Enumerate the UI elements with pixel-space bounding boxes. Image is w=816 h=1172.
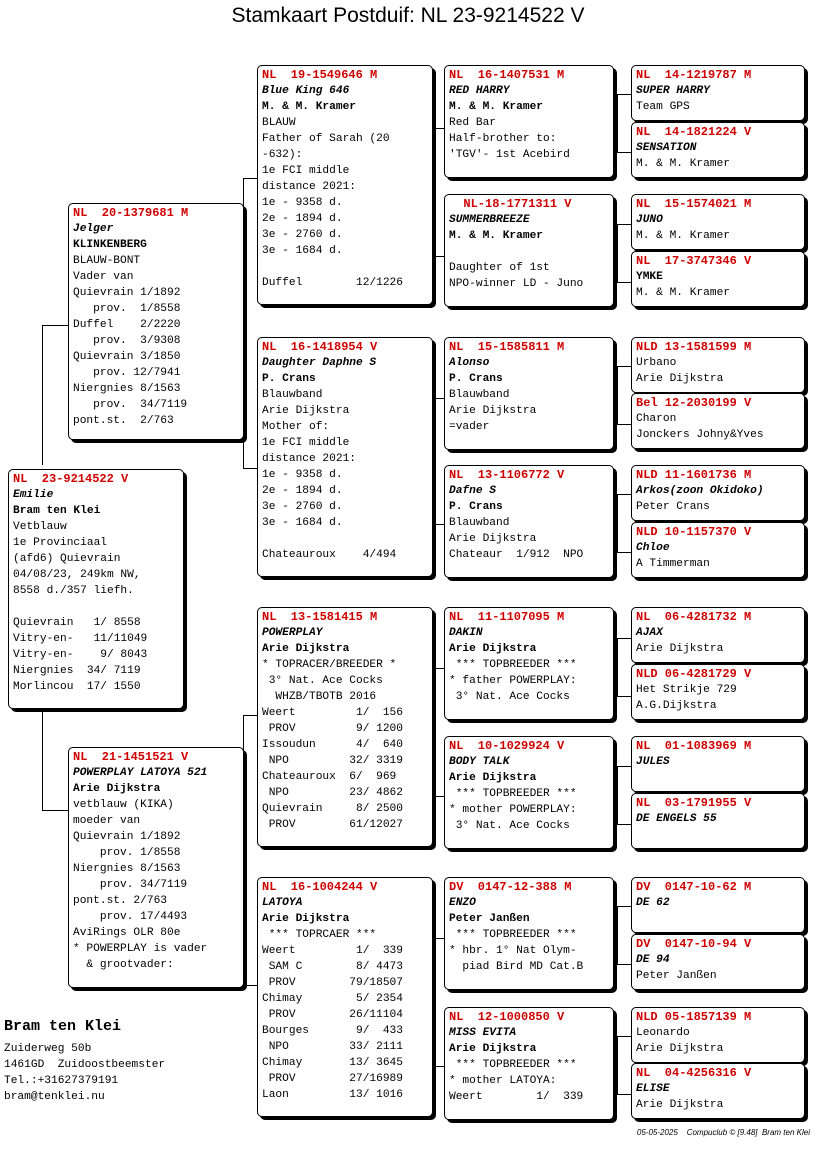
info-line: Arie Dijkstra [449,533,537,545]
breeder-name: Arie Dijkstra [449,643,537,655]
pedigree-card-gen4-13[interactable] [631,877,805,933]
pigeon-name: Blue King 646 [262,85,350,97]
info-line: *** TOPBREEDER *** [449,659,577,671]
info-line: Weert 1/ 339 [449,1091,584,1103]
pigeon-name: JUNO [636,214,663,226]
info-line: * father POWERPLAY: [449,675,577,687]
pigeon-name: SUPER HARRY [636,85,710,97]
info-line: 3e - 1684 d. [262,245,343,257]
pedigree-card-gen4-1[interactable] [631,65,805,121]
info-line: pont.st. 2/763 [73,895,167,907]
ring-number: NL 17-3747346 V [636,254,752,268]
info-line: PROV 79/18507 [262,977,403,989]
connector-line [617,224,618,282]
info-line: Issoudun 4/ 640 [262,739,403,751]
info-line: 1e - 9358 d. [262,469,343,481]
info-line: 1e FCI middle [262,165,350,177]
info-line [13,599,179,615]
connector-line [617,94,618,152]
info-line: Daughter of 1st [449,262,550,274]
info-line: prov. 3/9308 [73,335,181,347]
ring-number: NL-18-1771311 V [449,197,572,211]
connector-line [617,494,618,552]
pigeon-name: ENZO [449,897,476,909]
pedigree-card-ff-mother[interactable] [444,194,614,307]
pedigree-card-gen4-15[interactable] [631,1007,805,1063]
info-line: Weert 1/ 156 [262,707,403,719]
pedigree-card-gen4-3[interactable] [631,194,805,250]
info-line [262,259,428,275]
info-line: 04/08/23, 249km NW, [13,569,141,581]
pigeon-name: Chloe [636,542,670,554]
info-line: Niergnies 8/1563 [73,863,181,875]
info-line: BLAUW [262,117,296,129]
info-line: SAM C 8/ 4473 [262,961,403,973]
pedigree-card-gen4-14[interactable] [631,934,805,990]
info-line: vetblauw (KIKA) [73,799,174,811]
info-line: Morlincou 17/ 1550 [13,681,141,693]
pedigree-card-gen4-9[interactable] [631,607,805,663]
pigeon-name: ELISE [636,1083,670,1095]
pigeon-name: POWERPLAY LATOYA 521 [73,767,208,779]
info-line: Niergnies 8/1563 [73,383,181,395]
info-line: Arie Dijkstra [636,373,724,385]
info-line: * mother POWERPLAY: [449,804,577,816]
info-line: *** TOPBREEDER *** [449,929,577,941]
info-line: PROV 61/12027 [262,819,403,831]
pedigree-card-gen4-11[interactable] [631,736,805,792]
breeder-name: M. & M. Kramer [262,101,356,113]
ring-number: NL 16-1407531 M [449,68,565,82]
info-line: Niergnies 34/ 7119 [13,665,141,677]
info-line: Jonckers Johny&Yves [636,429,764,441]
ring-number: NL 14-1821224 V [636,125,752,139]
pedigree-card-gen4-6[interactable] [631,393,805,449]
info-line: Arie Dijkstra [262,405,350,417]
connector-line [42,325,43,465]
ring-number: NLD 11-1601736 M [636,468,752,482]
pedigree-card-father-father[interactable] [257,65,433,305]
pigeon-name: AJAX [636,627,663,639]
pigeon-name: Arkos(zoon Okidoko) [636,485,764,497]
info-line: distance 2021: [262,181,356,193]
ring-number: NL 16-1004244 V [262,880,378,894]
pigeon-name: LATOYA [262,897,303,909]
info-line: BLAUW-BONT [73,255,141,267]
info-line: Chimay 13/ 3645 [262,1057,403,1069]
info-line: Blauwband [449,517,510,529]
info-line: NPO 23/ 4862 [262,787,403,799]
pigeon-name: DAKIN [449,627,483,639]
info-line: 3° Nat. Ace Cocks [449,691,570,703]
pedigree-card-fm-father[interactable] [444,337,614,450]
info-line: *** TOPBREEDER *** [449,788,577,800]
breeder-name: Bram ten Klei [13,505,101,517]
info-line: 2e - 1894 d. [262,485,343,497]
info-line: Chateauroux 6/ 969 [262,771,397,783]
ring-number: NL 13-1106772 V [449,468,565,482]
info-line: Quievrain 1/1892 [73,831,181,843]
pedigree-card-father-mother[interactable] [257,337,433,577]
owner-phone: Tel.:+31627379191 [4,1075,119,1087]
pigeon-name: Emilie [13,489,54,501]
ring-number: NL 13-1581415 M [262,610,378,624]
ring-number: NL 21-1451521 V [73,750,189,764]
info-line: pont.st. 2/763 [73,415,174,427]
ring-number: NL 11-1107095 M [449,610,565,624]
pigeon-name: DE 94 [636,954,670,966]
info-line: & grootvader: [73,959,174,971]
info-line: Quievrain 1/ 8558 [13,617,141,629]
owner-email[interactable]: bram@tenklei.nu [4,1091,105,1103]
info-line: distance 2021: [262,453,356,465]
pigeon-name: SUMMERBREEZE [449,214,530,226]
info-line [449,244,609,260]
info-line: * hbr. 1° Nat Olym- [449,945,577,957]
ring-number: DV 0147-10-62 M [636,880,752,894]
owner-address-line: Zuiderweg 50b [4,1043,92,1055]
connector-line [617,638,618,696]
pedigree-card-subject[interactable] [8,469,184,709]
connector-line [42,710,43,810]
breeder-name: M. & M. Kramer [449,230,543,242]
info-line: Chateaur 1/912 NPO [449,549,584,561]
info-line: Quievrain 8/ 2500 [262,803,403,815]
info-line: prov. 34/7119 [73,399,188,411]
owner-block [4,1016,165,1105]
breeder-name: Arie Dijkstra [262,913,350,925]
info-line: Charon [636,413,677,425]
info-line: PROV 9/ 1200 [262,723,403,735]
ring-number: NL 15-1574021 M [636,197,752,211]
info-line: *** TOPBREEDER *** [449,1059,577,1071]
info-line: * mother LATOYA: [449,1075,557,1087]
pigeon-name: JULES [636,756,670,768]
pedigree-card-gen4-5[interactable] [631,337,805,393]
pedigree-card-ff-father[interactable] [444,65,614,178]
ring-number: NL 14-1219787 M [636,68,752,82]
pigeon-name: DE 62 [636,897,670,909]
info-line: M. & M. Kramer [636,230,730,242]
info-line: A Timmerman [636,558,710,570]
ring-number: NL 15-1585811 M [449,340,565,354]
ring-number: NL 19-1549646 M [262,68,378,82]
info-line: Half-brother to: [449,133,557,145]
ring-number: NL 20-1379681 M [73,206,189,220]
pedigree-card-fm-mother[interactable] [444,465,614,578]
breeder-name: Arie Dijkstra [262,643,350,655]
ring-number: DV 0147-10-94 V [636,937,752,951]
info-line: moeder van [73,815,141,827]
page-title: Stamkaart Postduif: NL 23-9214522 V [231,4,585,27]
ring-number: NL 23-9214522 V [13,472,129,486]
info-line: Vitry-en- 9/ 8043 [13,649,148,661]
breeder-name: Arie Dijkstra [73,783,161,795]
pedigree-card-mm-father[interactable] [444,877,614,990]
info-line: prov. 1/8558 [73,847,181,859]
ring-number: NLD 10-1157370 V [636,525,752,539]
info-line: * TOPRACER/BREEDER * [262,659,397,671]
breeder-name: Arie Dijkstra [449,772,537,784]
info-line: Arie Dijkstra [449,405,537,417]
info-line: 3e - 1684 d. [262,517,343,529]
info-line: Arie Dijkstra [636,643,724,655]
ring-number: NL 12-1000850 V [449,1010,565,1024]
pedigree-card-mf-father[interactable] [444,607,614,720]
info-line: M. & M. Kramer [636,158,730,170]
info-line: Arie Dijkstra [636,1099,724,1111]
pigeon-name: DE ENGELS 55 [636,813,717,825]
pedigree-card-gen4-4[interactable] [631,251,805,307]
ring-number: DV 0147-12-388 M [449,880,572,894]
breeder-name: P. Crans [262,373,316,385]
breeder-name: YMKE [636,271,663,283]
info-line: NPO 33/ 2111 [262,1041,403,1053]
ring-number: NL 10-1029924 V [449,739,565,753]
info-line: Laon 13/ 1016 [262,1089,403,1101]
info-line: M. & M. Kramer [636,287,730,299]
info-line: Weert 1/ 339 [262,945,403,957]
info-line: 1e Provinciaal [13,537,107,549]
info-line: 3e - 2760 d. [262,229,343,241]
info-line: 8558 d./357 liefh. [13,585,134,597]
info-line: Vader van [73,271,134,283]
pigeon-name: SENSATION [636,142,697,154]
info-line: 2e - 1894 d. [262,213,343,225]
info-line: Vitry-en- 11/11049 [13,633,148,645]
info-line: prov. 12/7941 [73,367,181,379]
pigeon-name: Jelger [73,223,114,235]
owner-address-line: 1461GD Zuidoostbeemster [4,1059,166,1071]
info-line: Peter Janßen [636,970,717,982]
info-line: Vetblauw [13,521,67,533]
info-line: piad Bird MD Cat.B [449,961,584,973]
ring-number: NLD 05-1857139 M [636,1010,752,1024]
breeder-name: KLINKENBERG [73,239,147,251]
info-line: Team GPS [636,101,690,113]
info-line: 3° Nat. Ace Cocks [262,675,383,687]
info-line: Blauwband [449,389,510,401]
pedigree-card-gen4-7[interactable] [631,465,805,521]
info-line [262,531,428,547]
info-line: Quievrain 1/1892 [73,287,181,299]
pigeon-name: BODY TALK [449,756,510,768]
info-line: 3e - 2760 d. [262,501,343,513]
info-line: NPO 32/ 3319 [262,755,403,767]
info-line: Duffel 12/1226 [262,277,403,289]
pigeon-name: RED HARRY [449,85,510,97]
info-line: * POWERPLAY is vader [73,943,208,955]
info-line: =vader [449,421,490,433]
pigeon-name: Alonso [449,357,490,369]
breeder-name: M. & M. Kramer [449,101,543,113]
info-line: Mother of: [262,421,330,433]
ring-number: Bel 12-2030199 V [636,396,752,410]
info-line: Blauwband [262,389,323,401]
info-line: 'TGV'- 1st Acebird [449,149,570,161]
info-line: AviRings OLR 80e [73,927,181,939]
info-line: 1e FCI middle [262,437,350,449]
pigeon-name: Dafne S [449,485,496,497]
connector-line [617,766,618,824]
pigeon-name: Daughter Daphne S [262,357,377,369]
info-line: A.G.Dijkstra [636,700,717,712]
ring-number: NL 06-4281732 M [636,610,752,624]
ring-number: NL 04-4256316 V [636,1066,752,1080]
ring-number: NL 16-1418954 V [262,340,378,354]
info-line: 3° Nat. Ace Cocks [449,820,570,832]
pedigree-card-mother[interactable] [68,747,244,988]
pedigree-card-gen4-2[interactable] [631,122,805,178]
pedigree-card-father[interactable] [68,203,244,440]
info-line: *** TOPRCAER *** [262,929,377,941]
footer-credit: 05-05-2025 Compuclub © [9.48] Bram ten Klei [636,1128,810,1137]
info-line: Het Strikje 729 [636,684,737,696]
info-line: NPO-winner LD - Juno [449,278,584,290]
info-line: PROV 27/16989 [262,1073,403,1085]
connector-line [617,1036,618,1094]
pedigree-card-mf-mother[interactable] [444,736,614,849]
info-line: 1e - 9358 d. [262,197,343,209]
breeder-name: Peter Janßen [449,913,530,925]
info-line: prov. 34/7119 [73,879,188,891]
info-line: -632): [262,149,303,161]
info-line: prov. 17/4493 [73,911,188,923]
info-line: (afd6) Quievrain [13,553,121,565]
info-line: Chateauroux 4/494 [262,549,397,561]
pedigree-card-gen4-16[interactable] [631,1063,805,1119]
pedigree-card-gen4-8[interactable] [631,522,805,578]
info-line: Leonardo [636,1027,690,1039]
connector-line [617,366,618,424]
info-line: Urbano [636,357,677,369]
pedigree-card-gen4-12[interactable] [631,793,805,849]
ring-number: NLD 13-1581599 M [636,340,752,354]
ring-number: NLD 06-4281729 V [636,667,752,681]
connector-line [617,906,618,964]
info-line: Chimay 5/ 2354 [262,993,403,1005]
pigeon-name: POWERPLAY [262,627,323,639]
info-line: Duffel 2/2220 [73,319,181,331]
pigeon-name: MISS EVITA [449,1027,517,1039]
info-line: Arie Dijkstra [636,1043,724,1055]
info-line: WHZB/TBOTB 2016 [262,691,377,703]
info-line: prov. 1/8558 [73,303,181,315]
info-line: Peter Crans [636,501,710,513]
breeder-name: P. Crans [449,501,503,513]
info-line: Red Bar [449,117,496,129]
ring-number: NL 01-1083969 M [636,739,752,753]
info-line: PROV 26/11104 [262,1009,403,1021]
pedigree-card-mother-mother[interactable] [257,877,433,1117]
info-line: Father of Sarah (20 [262,133,390,145]
ring-number: NL 03-1791955 V [636,796,752,810]
pedigree-card-mm-mother[interactable] [444,1007,614,1120]
breeder-name: Arie Dijkstra [449,1043,537,1055]
info-line: Bourges 9/ 433 [262,1025,403,1037]
breeder-name: P. Crans [449,373,503,385]
owner-name: Bram ten Klei [4,1018,122,1035]
pedigree-card-mother-father[interactable] [257,607,433,847]
info-line: Quievrain 3/1850 [73,351,181,363]
pedigree-card-gen4-10[interactable] [631,664,805,720]
